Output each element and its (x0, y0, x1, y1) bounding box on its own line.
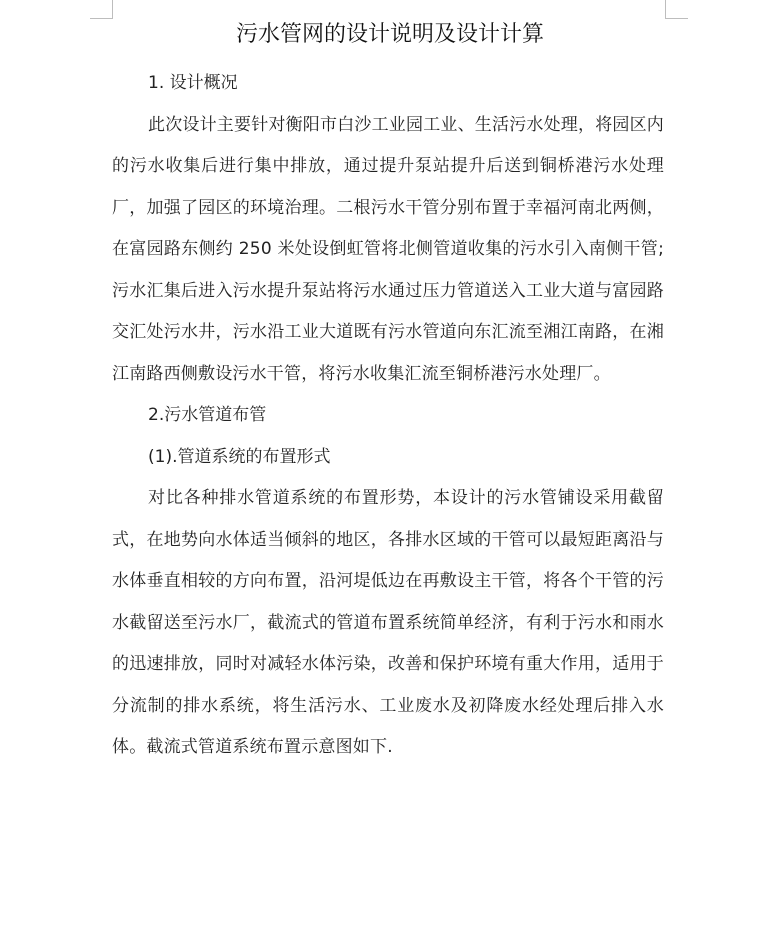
document-title: 污水管网的设计说明及设计计算 (235, 22, 544, 47)
subsection-heading-system-form: (1).管道系统的布置形式 (148, 446, 331, 467)
paragraph-system-form: 对比各种排水管道系统的布置形势，本设计的污水管铺设采用截留式，在地势向水体适当倾斜的地区，各排水区域的干管可以最短距离沿与水体垂直相较的方向布置，沿河堤低边在再敷设主干管，将各个干管的污水截留送至污水厂，截流式的管道布置系统简单经济，有利于污水和雨水的迅速排放，同时对减轻水体污染，改善和保护环境有重大作用，适用于分流制的排水系统，将生活污水、工业废水及初降废水经处理后排入水体。截流式管道系统布置示意图如下. (112, 488, 664, 757)
page-corner-mark-top-left (90, 0, 113, 19)
section-heading-overview: 1. 设计概况 (148, 73, 238, 93)
page-corner-mark-top-right (665, 0, 688, 19)
document-body (112, 63, 664, 769)
paragraph-overview: 此次设计主要针对衡阳市白沙工业园工业、生活污水处理，将园区内的污水收集后进行集中排放，通过提升泵站提升后送到铜桥港污水处理厂，加强了园区的环境治理。二根污水干管分别布置于幸福河南北两侧，在富园路东侧约 250 米处设倒虹管将北侧管道收集的污水引入南侧干管; 污水汇集后进入污水提升泵站将污水通过压力管道送入工业大道与富园路交汇处污水井，污水沿工业大道既有污水管道向东汇流至湘江南路，在湘江南路西侧敷设污水干管，将污水收集汇流至铜桥港污水处理厂。 (112, 114, 664, 384)
section-heading-pipe-layout: 2.污水管道布管 (148, 405, 267, 425)
